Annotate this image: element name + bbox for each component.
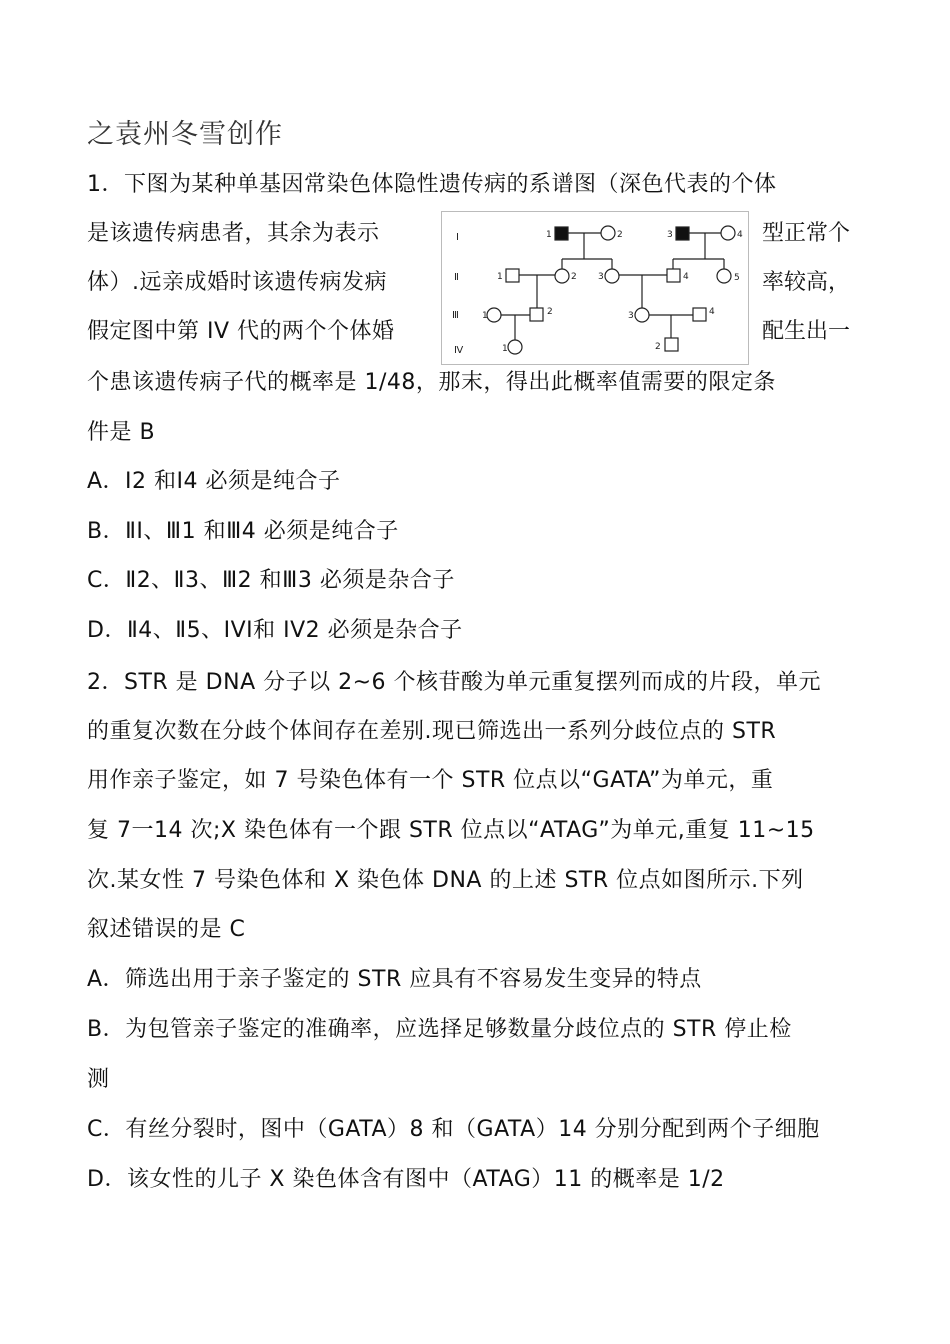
svg-text:1: 1 <box>546 230 552 240</box>
q2-option-d: D．该女性的儿子 X 染色体含有图中（ATAG）11 的概率是 1/2 <box>87 1167 725 1192</box>
q1-line5: 个患该遗传病子代的概率是 1/48，那末，得出此概率值需要的限定条 <box>87 370 776 395</box>
g2-2-female <box>555 269 569 283</box>
svg-text:1: 1 <box>497 272 503 282</box>
q2-option-a: A．筛选出用于亲子鉴定的 STR 应具有不容易发生变异的特点 <box>87 967 702 992</box>
g1-2-female <box>601 226 615 240</box>
svg-text:3: 3 <box>667 230 673 240</box>
q2-line1: 2．STR 是 DNA 分子以 2~6 个核苷酸为单元重复摆列而成的片段，单元 <box>87 670 822 695</box>
g2-5-female <box>717 269 731 283</box>
svg-text:1: 1 <box>482 311 488 321</box>
q2-line3: 用作亲子鉴定，如 7 号染色体有一个 STR 位点以“GATA”为单元，重 <box>87 768 774 793</box>
q2-line4: 复 7一14 次;X 染色体有一个跟 STR 位点以“ATAG”为单元,重复 11~15 <box>87 818 815 843</box>
g4-2-male <box>665 338 678 351</box>
svg-text:4: 4 <box>737 230 743 240</box>
svg-text:4: 4 <box>709 307 715 317</box>
q2-line2: 的重复次数在分歧个体间存在差别.现已筛选出一系列分歧位点的 STR <box>87 719 777 744</box>
g3-3-female <box>635 308 649 322</box>
g2-4-male <box>667 269 680 282</box>
svg-text:4: 4 <box>683 272 689 282</box>
svg-text:1: 1 <box>502 344 508 354</box>
svg-text:2: 2 <box>655 342 661 352</box>
svg-text:5: 5 <box>734 273 740 283</box>
q1-line4-left: 假定图中第 IV 代的两个个体婚 <box>87 319 395 344</box>
q1-line2-right: 型正常个 <box>762 221 851 246</box>
q1-line6: 件是 B <box>87 420 156 445</box>
pedigree-diagram <box>441 211 749 365</box>
svg-text:2: 2 <box>547 307 553 317</box>
header-title: 之袁州冬雪创作 <box>87 119 283 150</box>
q1-line2-left: 是该遗传病患者，其余为表示 <box>87 221 380 246</box>
svg-text:3: 3 <box>598 272 604 282</box>
g2-1-male <box>506 269 519 282</box>
g3-1-female <box>487 308 501 322</box>
q1-option-a: A．Ⅰ2 和Ⅰ4 必须是纯合子 <box>87 469 341 494</box>
q2-option-c: C．有丝分裂时，图中（GATA）8 和（GATA）14 分别分配到两个子细胞 <box>87 1117 820 1142</box>
g1-4-female <box>721 226 735 240</box>
gen-label-1: Ⅰ <box>456 232 459 243</box>
gen-label-3: Ⅲ <box>452 310 459 321</box>
q1-option-c: C．Ⅱ2、Ⅱ3、Ⅲ2 和Ⅲ3 必须是杂合子 <box>87 568 455 593</box>
q1-option-b: B．ⅡⅠ、Ⅲ1 和Ⅲ4 必须是纯合子 <box>87 519 399 544</box>
gen-label-2: Ⅱ <box>454 272 459 283</box>
q1-option-d: D．Ⅱ4、Ⅱ5、IVⅠ和 IV2 必须是杂合子 <box>87 618 463 643</box>
q2-line6: 叙述错误的是 C <box>87 917 246 942</box>
g4-1-female <box>508 340 522 354</box>
q1-line3-right: 率较高， <box>762 270 851 295</box>
gen-label-4: Ⅳ <box>454 345 464 356</box>
g3-2-male <box>530 308 543 321</box>
g1-1-affected-male <box>555 227 568 240</box>
g3-4-male <box>693 308 706 321</box>
svg-text:3: 3 <box>628 311 634 321</box>
g1-3-affected-male <box>676 227 689 240</box>
q2-line5: 次.某女性 7 号染色体和 X 染色体 DNA 的上述 STR 位点如图所示.下列 <box>87 868 804 893</box>
q1-line4-right: 配生出一 <box>762 319 851 344</box>
g2-3-female <box>605 269 619 283</box>
q1-line1: 1．下图为某种单基因常染色体隐性遗传病的系谱图（深色代表的个体 <box>87 172 777 197</box>
svg-text:2: 2 <box>617 230 623 240</box>
q2-option-b: B．为包管亲子鉴定的准确率，应选择足够数量分歧位点的 STR 停止检 <box>87 1017 792 1042</box>
q2-option-b-cont: 测 <box>87 1067 110 1092</box>
svg-text:2: 2 <box>571 272 577 282</box>
q1-line3-left: 体）.远亲成婚时该遗传病发病 <box>87 270 387 295</box>
